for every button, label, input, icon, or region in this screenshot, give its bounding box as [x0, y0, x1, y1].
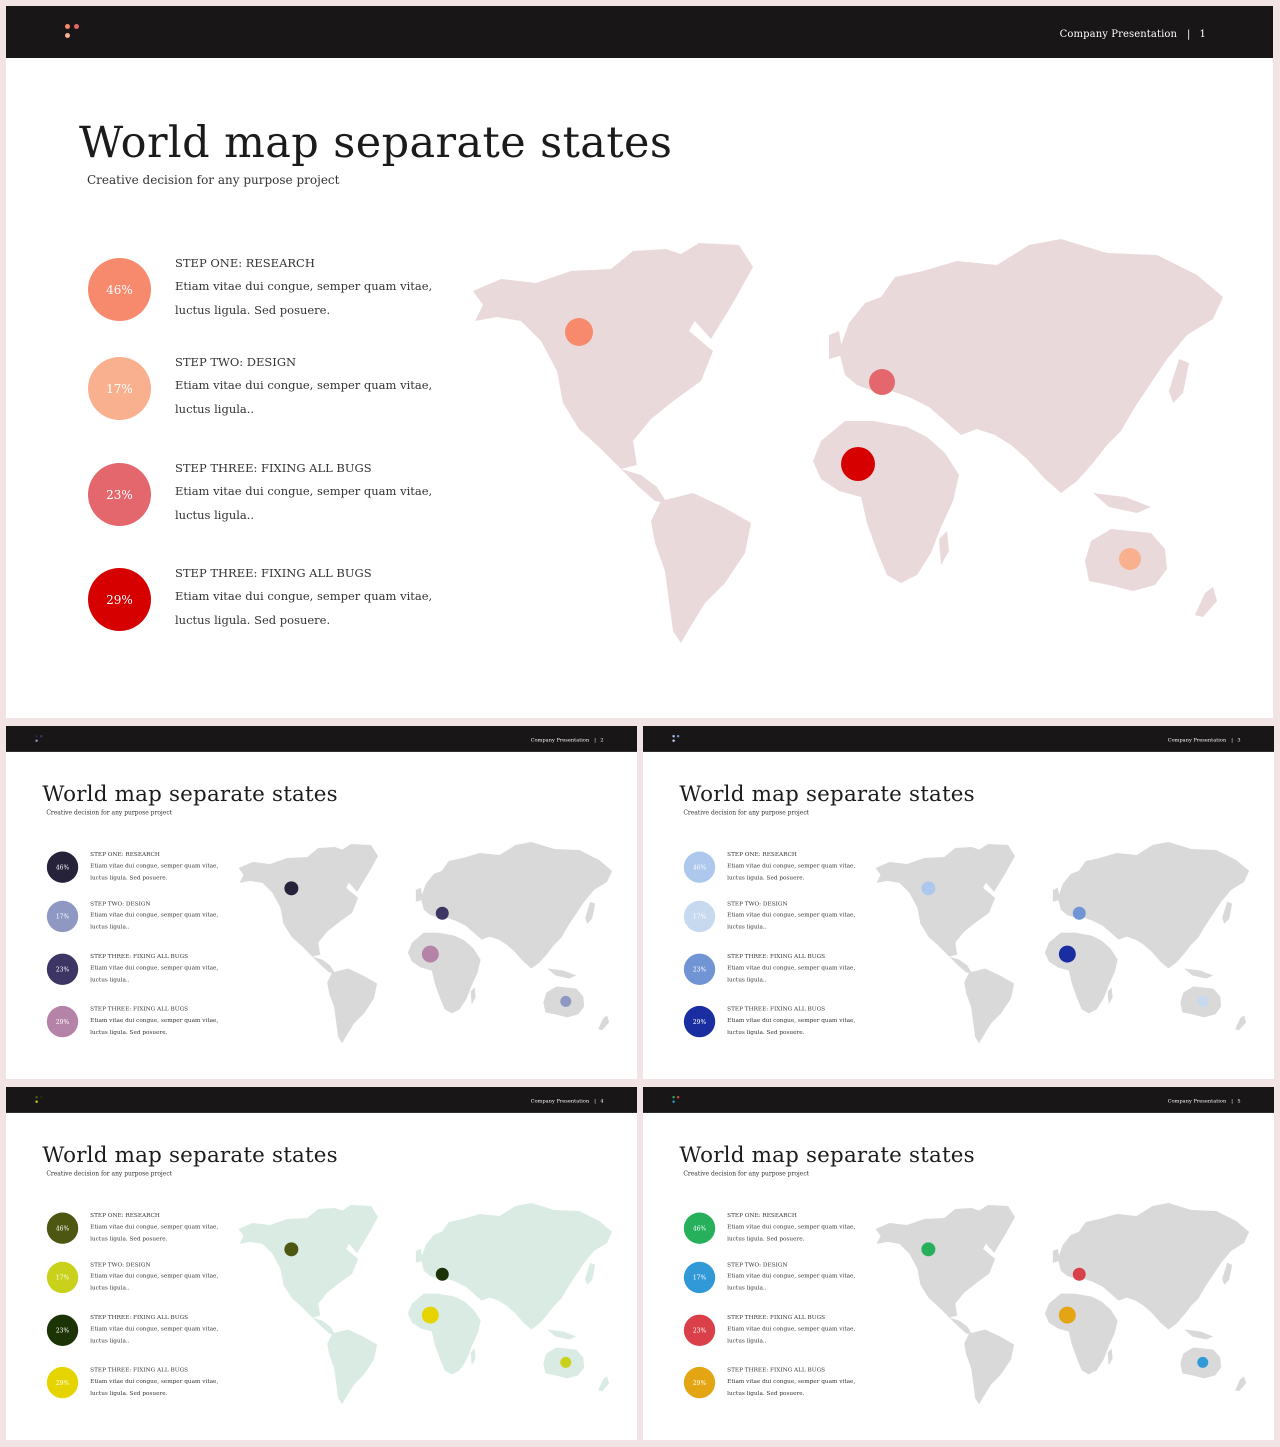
step-item	[47, 1261, 231, 1301]
step-heading: STEP THREE: FIXING ALL BUGS	[175, 566, 372, 580]
step-heading: STEP ONE: RESEARCH	[90, 1211, 160, 1219]
step-description: Etiam vitae dui congue, semper quam vitae, luctus ligula. Sed posuere.	[175, 279, 433, 317]
step-description: Etiam vitae dui congue, semper quam vitae, luctus ligula. Sed posuere.	[90, 1016, 219, 1036]
step-item	[47, 953, 231, 993]
step-description: Etiam vitae dui congue, semper quam vitae, luctus ligula. Sed posuere.	[90, 1377, 219, 1397]
southeast-asia-islands-shape	[547, 969, 576, 979]
step-description: Etiam vitae dui congue, semper quam vitae, luctus ligula..	[727, 1272, 856, 1292]
map-marker-africa	[1059, 1307, 1076, 1324]
step-heading: STEP THREE: FIXING ALL BUGS	[90, 1313, 189, 1321]
step-item	[684, 900, 868, 940]
slide-content	[643, 726, 1274, 1079]
south-america-shape	[651, 493, 751, 643]
world-map	[870, 1199, 1253, 1408]
step-percent-circle: 23%	[47, 954, 78, 985]
step-description: Etiam vitae dui congue, semper quam vitae, luctus ligula. Sed posuere.	[727, 1377, 856, 1397]
header-separator: |	[1187, 29, 1191, 40]
madagascar-shape	[471, 1348, 476, 1365]
page-number: 1	[1199, 29, 1206, 40]
header-info	[1060, 29, 1206, 40]
header-info	[1168, 737, 1241, 742]
step-heading: STEP THREE: FIXING ALL BUGS	[727, 1365, 826, 1373]
step-heading: STEP TWO: DESIGN	[727, 899, 788, 907]
map-marker-australia	[1119, 548, 1141, 570]
slide-title: World map separate states	[79, 118, 673, 168]
north-america-shape	[473, 249, 716, 469]
step-description: Etiam vitae dui congue, semper quam vitae, luctus ligula..	[727, 1325, 856, 1344]
map-marker-australia	[560, 996, 571, 1007]
step-heading: STEP ONE: RESEARCH	[90, 850, 160, 858]
world-map	[461, 231, 1231, 651]
logo-icon	[35, 735, 43, 743]
slide-subtitle: Creative decision for any purpose project	[683, 809, 810, 817]
step-percent-circle: 17%	[684, 901, 715, 932]
step-item	[47, 1314, 231, 1354]
map-marker-europe	[1073, 1268, 1086, 1281]
world-map	[233, 838, 616, 1047]
step-description: Etiam vitae dui congue, semper quam vitae, luctus ligula..	[727, 964, 856, 983]
slide-5	[643, 1087, 1274, 1440]
step-description: Etiam vitae dui congue, semper quam vitae, luctus ligula. Sed posuere.	[727, 1222, 856, 1242]
step-description: Etiam vitae dui congue, semper quam vitae, luctus ligula. Sed posuere.	[727, 861, 856, 881]
step-heading: STEP THREE: FIXING ALL BUGS	[175, 461, 372, 475]
central-america-shape	[949, 1318, 972, 1335]
map-marker-north-america	[284, 881, 298, 895]
africa-shape	[1045, 1294, 1118, 1375]
uk-shape	[829, 331, 843, 359]
world-map	[233, 1199, 616, 1408]
page-number: 2	[600, 737, 604, 743]
company-name: Company Presentation	[530, 1098, 590, 1104]
step-percent-circle: 29%	[88, 568, 151, 631]
slide-3	[643, 726, 1274, 1079]
south-america-shape	[327, 969, 377, 1044]
header-info	[1168, 1098, 1241, 1103]
company-name: Company Presentation	[1167, 1098, 1227, 1104]
logo-icon	[65, 24, 81, 40]
page-number: 4	[600, 1098, 604, 1104]
map-marker-australia	[1197, 1357, 1208, 1368]
step-percent-circle: 29%	[684, 1367, 715, 1398]
japan-shape	[585, 1263, 595, 1285]
uk-shape	[1053, 1249, 1060, 1263]
step-description: Etiam vitae dui congue, semper quam vitae, luctus ligula..	[727, 911, 856, 931]
central-america-shape	[312, 1318, 335, 1335]
central-america-shape	[949, 957, 972, 974]
step-item	[47, 900, 231, 940]
new-zealand-shape	[1195, 587, 1217, 617]
new-zealand-shape	[1235, 1376, 1246, 1391]
continents	[239, 842, 613, 1043]
madagascar-shape	[939, 531, 949, 565]
south-america-shape	[964, 1330, 1014, 1405]
slide-4	[6, 1087, 637, 1440]
southeast-asia-islands-shape	[547, 1330, 576, 1340]
step-heading: STEP TWO: DESIGN	[175, 355, 297, 369]
map-marker-north-america	[921, 1242, 935, 1256]
step-heading: STEP THREE: FIXING ALL BUGS	[90, 1365, 189, 1373]
step-item	[47, 1366, 231, 1406]
map-marker-europe	[436, 1268, 449, 1281]
step-percent-circle: 23%	[684, 954, 715, 985]
slide-title: World map separate states	[679, 1142, 975, 1168]
company-name: Company Presentation	[1167, 737, 1227, 743]
top-bar	[6, 6, 1273, 58]
step-percent-circle: 46%	[47, 852, 78, 883]
header-separator: |	[594, 737, 596, 743]
step-percent-circle: 17%	[88, 357, 151, 420]
logo-icon	[35, 1096, 43, 1104]
step-heading: STEP THREE: FIXING ALL BUGS	[90, 1004, 189, 1012]
step-percent-circle: 23%	[47, 1315, 78, 1346]
africa-shape	[1045, 933, 1118, 1014]
step-heading: STEP ONE: RESEARCH	[727, 1211, 797, 1219]
step-description: Etiam vitae dui congue, semper quam vitae, luctus ligula..	[90, 911, 219, 931]
step-percent-circle: 17%	[684, 1262, 715, 1293]
continents	[876, 842, 1250, 1043]
top-bar	[643, 1087, 1274, 1113]
step-description: Etiam vitae dui congue, semper quam vitae, luctus ligula. Sed posuere.	[175, 589, 433, 627]
step-percent-circle: 17%	[47, 1262, 78, 1293]
slide-subtitle: Creative decision for any purpose project	[46, 1170, 173, 1178]
step-item	[684, 1005, 868, 1045]
page-number: 5	[1237, 1098, 1241, 1104]
step-item	[88, 355, 458, 435]
slide-subtitle: Creative decision for any purpose project	[683, 1170, 810, 1178]
step-item	[684, 1366, 868, 1406]
top-bar	[6, 1087, 637, 1113]
header-separator: |	[594, 1098, 596, 1104]
step-heading: STEP TWO: DESIGN	[90, 899, 151, 907]
step-description: Etiam vitae dui congue, semper quam vitae, luctus ligula. Sed posuere.	[727, 1016, 856, 1036]
company-name: Company Presentation	[1059, 29, 1178, 40]
central-america-shape	[621, 469, 667, 503]
step-item	[88, 461, 458, 541]
step-percent-circle: 29%	[47, 1367, 78, 1398]
step-item	[47, 851, 231, 891]
step-description: Etiam vitae dui congue, semper quam vitae, luctus ligula. Sed posuere.	[90, 1222, 219, 1242]
step-heading: STEP THREE: FIXING ALL BUGS	[727, 952, 826, 960]
map-marker-africa	[1059, 946, 1076, 963]
step-item	[88, 566, 458, 646]
map-marker-north-america	[565, 318, 593, 346]
logo-icon	[672, 735, 680, 743]
slide-content	[6, 1087, 637, 1440]
slide-content	[6, 726, 637, 1079]
slide-title: World map separate states	[679, 781, 975, 807]
map-marker-australia	[1197, 996, 1208, 1007]
map-marker-europe	[1073, 907, 1086, 920]
madagascar-shape	[1108, 987, 1113, 1004]
madagascar-shape	[1108, 1348, 1113, 1365]
africa-shape	[813, 421, 959, 583]
continents	[473, 239, 1223, 643]
map-marker-australia	[560, 1357, 571, 1368]
step-percent-circle: 23%	[88, 463, 151, 526]
slide-subtitle: Creative decision for any purpose project	[87, 173, 340, 187]
step-heading: STEP TWO: DESIGN	[90, 1260, 151, 1268]
north-america-shape	[239, 1208, 360, 1318]
step-heading: STEP THREE: FIXING ALL BUGS	[727, 1004, 826, 1012]
map-marker-africa	[422, 946, 439, 963]
step-description: Etiam vitae dui congue, semper quam vitae, luctus ligula. Sed posuere.	[90, 861, 219, 881]
step-percent-circle: 46%	[684, 852, 715, 883]
africa-shape	[408, 933, 481, 1014]
world-map	[870, 838, 1253, 1047]
step-item	[47, 1212, 231, 1252]
southeast-asia-islands-shape	[1184, 1330, 1213, 1340]
map-marker-north-america	[921, 881, 935, 895]
central-america-shape	[312, 957, 335, 974]
africa-shape	[408, 1294, 481, 1375]
japan-shape	[1222, 902, 1232, 924]
step-heading: STEP TWO: DESIGN	[727, 1260, 788, 1268]
step-percent-circle: 29%	[684, 1006, 715, 1037]
header-info	[531, 1098, 604, 1103]
uk-shape	[416, 1249, 423, 1263]
step-item	[684, 953, 868, 993]
step-percent-circle: 23%	[684, 1315, 715, 1346]
continents	[239, 1203, 613, 1404]
south-america-shape	[964, 969, 1014, 1044]
step-percent-circle: 29%	[47, 1006, 78, 1037]
new-zealand-shape	[598, 1015, 609, 1030]
step-item	[684, 1314, 868, 1354]
slide-2	[6, 726, 637, 1079]
step-item	[88, 256, 458, 336]
slide-content	[643, 1087, 1274, 1440]
southeast-asia-islands-shape	[1184, 969, 1213, 979]
uk-shape	[416, 888, 423, 902]
map-marker-europe	[869, 369, 895, 395]
north-america-shape	[876, 1208, 997, 1318]
step-description: Etiam vitae dui congue, semper quam vitae, luctus ligula..	[90, 964, 219, 983]
north-america-shape	[239, 847, 360, 957]
slide-content	[6, 6, 1273, 718]
step-heading: STEP ONE: RESEARCH	[175, 256, 315, 270]
step-item	[47, 1005, 231, 1045]
header-separator: |	[1231, 737, 1233, 743]
step-description: Etiam vitae dui congue, semper quam vitae, luctus ligula..	[175, 484, 433, 522]
step-percent-circle: 46%	[88, 258, 151, 321]
step-item	[684, 851, 868, 891]
logo-icon	[672, 1096, 680, 1104]
slide-title: World map separate states	[42, 1142, 338, 1168]
south-america-shape	[327, 1330, 377, 1405]
japan-shape	[1169, 359, 1189, 403]
top-bar	[6, 726, 637, 752]
map-marker-africa	[422, 1307, 439, 1324]
southeast-asia-islands-shape	[1093, 493, 1151, 513]
continents	[876, 1203, 1250, 1404]
header-separator: |	[1231, 1098, 1233, 1104]
uk-shape	[1053, 888, 1060, 902]
step-percent-circle: 46%	[47, 1213, 78, 1244]
japan-shape	[1222, 1263, 1232, 1285]
japan-shape	[585, 902, 595, 924]
slide-1	[6, 6, 1273, 718]
map-marker-africa	[841, 447, 875, 481]
map-marker-north-america	[284, 1242, 298, 1256]
step-percent-circle: 46%	[684, 1213, 715, 1244]
step-description: Etiam vitae dui congue, semper quam vitae, luctus ligula..	[90, 1325, 219, 1344]
madagascar-shape	[471, 987, 476, 1004]
step-description: Etiam vitae dui congue, semper quam vitae, luctus ligula..	[90, 1272, 219, 1292]
north-america-shape	[876, 847, 997, 957]
step-description: Etiam vitae dui congue, semper quam vitae, luctus ligula..	[175, 378, 433, 416]
header-info	[531, 737, 604, 742]
step-heading: STEP THREE: FIXING ALL BUGS	[90, 952, 189, 960]
step-percent-circle: 17%	[47, 901, 78, 932]
slide-subtitle: Creative decision for any purpose project	[46, 809, 173, 817]
step-heading: STEP THREE: FIXING ALL BUGS	[727, 1313, 826, 1321]
new-zealand-shape	[1235, 1015, 1246, 1030]
step-item	[684, 1261, 868, 1301]
step-item	[684, 1212, 868, 1252]
map-marker-europe	[436, 907, 449, 920]
slide-title: World map separate states	[42, 781, 338, 807]
page-number: 3	[1237, 737, 1241, 743]
new-zealand-shape	[598, 1376, 609, 1391]
company-name: Company Presentation	[530, 737, 590, 743]
step-heading: STEP ONE: RESEARCH	[727, 850, 797, 858]
top-bar	[643, 726, 1274, 752]
